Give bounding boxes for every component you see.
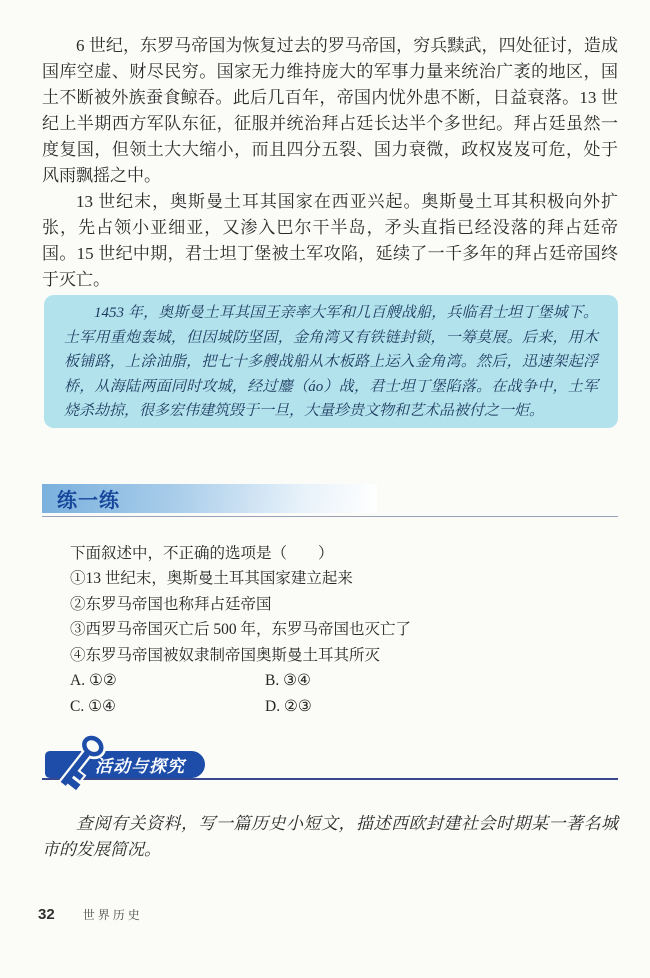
activity-instruction: 查阅有关资料，写一篇历史小短文，描述西欧封建社会时期某一著名城市的发展简况。 xyxy=(42,814,618,859)
activity-section-header xyxy=(42,751,618,779)
activity-header-label: 活动与探究 xyxy=(95,757,185,776)
choice-c: C. ①④ xyxy=(70,697,116,715)
choice-b: B. ③④ xyxy=(265,672,311,689)
page-footer xyxy=(38,906,143,923)
question-item-4: ④东罗马帝国被奴隶制帝国奥斯曼土耳其所灭 xyxy=(70,646,381,664)
key-icon xyxy=(48,729,112,801)
practice-header-label: 练一练 xyxy=(57,489,120,512)
practice-question-block xyxy=(70,541,618,669)
choice-a: A. ①② xyxy=(70,672,117,689)
question-item-2: ②东罗马帝国也称拜占廷帝国 xyxy=(70,595,272,613)
body-paragraph-1: 6 世纪，东罗马帝国为恢复过去的罗马帝国，穷兵黩武，四处征讨，造成国库空虚、财尽民穷。国家无力维持庞大的军事力量来统治广袤的地区，国土不断被外族蚕食鲸吞。此后几百年，帝国内忧外患不断，日益衰落。13 世纪上半期西方军队东征，征服并统治拜占廷长达半个多世纪。拜占廷虽然一度复国，但领土大大缩小，而且四分五裂、国力衰微，政权岌岌可危，处于风雨飘摇之中。 xyxy=(42,36,618,185)
question-item-1: ①13 世纪末，奥斯曼土耳其国家建立起来 xyxy=(70,570,353,587)
highlight-box-text: 1453 年，奥斯曼土耳其国王亲率大军和几百艘战船，兵临君士坦丁堡城下。土军用重炮轰城，但因城防坚固，金角湾又有铁链封锁，一筹莫展。后来，用木板铺路，上涂油脂，把七十多艘战船从木板路上运入金角湾。然后，迅速架起浮桥，从海陆两面同时攻城，经过鏖（áo）战，君士坦丁堡陷落。在战争中，土军烧杀劫掠，很多宏伟建筑毁于一旦，大量珍贵文物和艺术品被付之一炬。 xyxy=(64,305,598,419)
practice-section-header xyxy=(42,484,377,513)
choice-d: D. ②③ xyxy=(265,697,312,715)
book-title: 世界历史 xyxy=(82,908,143,922)
answer-choices xyxy=(70,668,618,719)
section-divider xyxy=(42,516,618,517)
question-text: 下面叙述中，不正确的选项是（ ） xyxy=(70,544,334,562)
question-item-3: ③西罗马帝国灭亡后 500 年，东罗马帝国也灭亡了 xyxy=(70,621,412,638)
activity-underline xyxy=(42,778,618,780)
page-number: 32 xyxy=(38,906,55,923)
highlight-box xyxy=(44,295,618,428)
body-paragraph-2: 13 世纪末，奥斯曼土耳其国家在西亚兴起。奥斯曼土耳其积极向外扩张，先占领小亚细亚，又渗入巴尔干半岛，矛头直指已经没落的拜占廷帝国。15 世纪中期，君士坦丁堡被土军攻陷，延续了一千多年的拜占廷帝国终于灭亡。 xyxy=(42,192,618,289)
